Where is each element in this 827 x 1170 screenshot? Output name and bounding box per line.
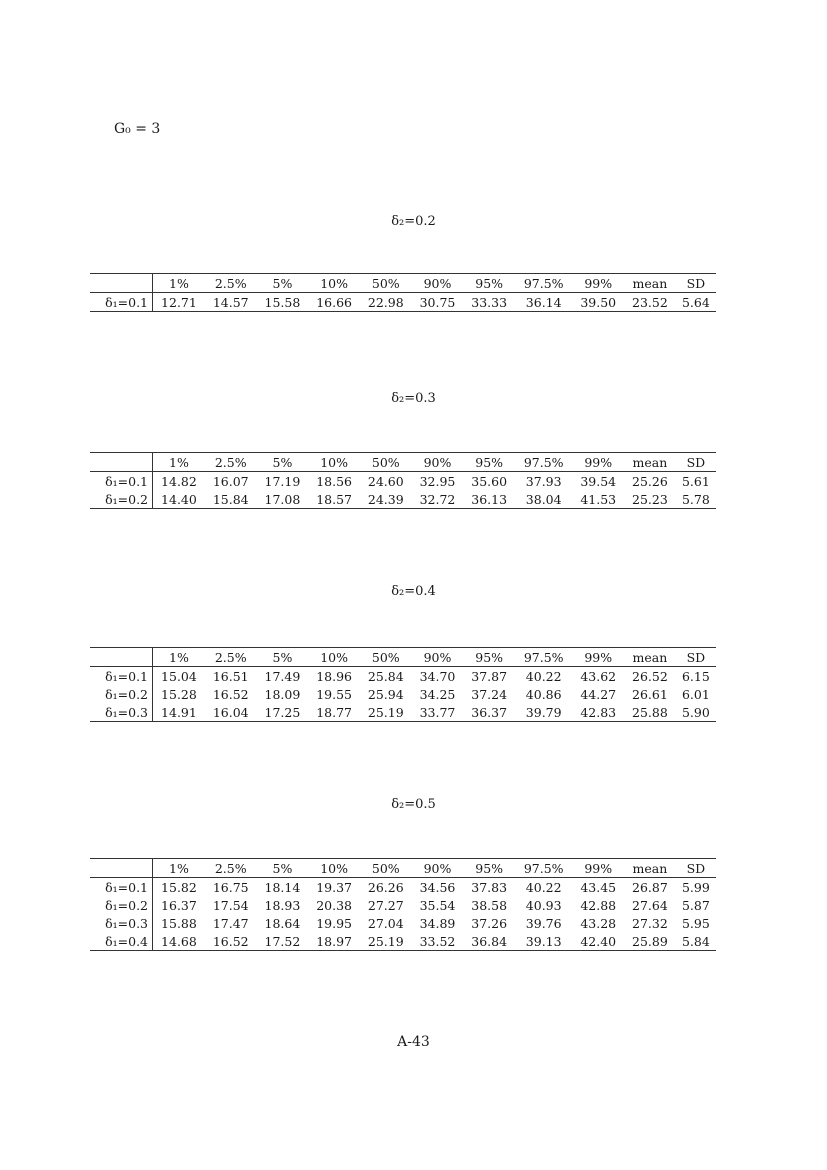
row-label: δ₁=0.2 [90, 896, 153, 914]
table-cell: 38.04 [525, 491, 562, 507]
col-header: 5% [272, 275, 293, 291]
table-cell: 5.64 [681, 294, 710, 310]
table-cell: 39.79 [525, 704, 562, 720]
table-cell: 6.01 [681, 686, 710, 702]
table-cell: 32.95 [419, 473, 456, 489]
table-cell: 5.95 [681, 915, 710, 931]
table-cell: 36.84 [471, 933, 508, 949]
col-header: 90% [423, 275, 452, 291]
col-header: 95% [475, 275, 504, 291]
col-header: 99% [584, 275, 613, 291]
table-cell: 5.78 [681, 491, 710, 507]
row-label: δ₁=0.1 [90, 667, 153, 686]
header-label: G₀ = 3 [114, 121, 161, 137]
table-cell: 40.22 [525, 879, 562, 895]
table-row [90, 703, 716, 722]
table-cell: 23.52 [632, 294, 668, 310]
table-cell: 17.08 [264, 491, 301, 507]
table-row [90, 490, 716, 509]
table-cell: 26.87 [632, 879, 668, 895]
col-header: 1% [169, 454, 189, 470]
col-header: 5% [272, 649, 293, 665]
table-row [90, 878, 716, 897]
block-title-d2-0.5: δ₂=0.5 [391, 797, 436, 812]
corner-cell [90, 648, 153, 667]
table-cell: 15.28 [161, 686, 197, 702]
table-cell: 16.51 [212, 668, 249, 684]
table-cell: 35.60 [471, 473, 508, 489]
table-cell: 15.88 [161, 915, 197, 931]
table-cell: 36.14 [525, 294, 562, 310]
col-header: SD [686, 860, 706, 876]
table-cell: 32.72 [419, 491, 456, 507]
table-cell: 34.89 [419, 915, 456, 931]
col-header: mean [632, 454, 668, 470]
table-cell: 43.62 [580, 668, 617, 684]
table-cell: 16.52 [212, 933, 249, 949]
table-cell: 17.49 [264, 668, 301, 684]
table-cell: 33.33 [471, 294, 508, 310]
col-header: 95% [475, 454, 504, 470]
table-cell: 25.26 [632, 473, 668, 489]
col-header: 10% [320, 275, 349, 291]
table-cell: 15.82 [161, 879, 197, 895]
table-cell: 42.88 [580, 897, 617, 913]
table-cell: 5.99 [681, 879, 710, 895]
col-header: 99% [584, 860, 613, 876]
col-header: 97.5% [523, 860, 564, 876]
table-cell: 25.23 [632, 491, 668, 507]
col-header: 5% [272, 454, 293, 470]
table-cell: 42.83 [580, 704, 617, 720]
table-cell: 40.86 [525, 686, 562, 702]
table-cell: 17.52 [264, 933, 301, 949]
col-header: 50% [371, 454, 400, 470]
col-header: 50% [371, 860, 400, 876]
table-cell: 14.91 [161, 704, 197, 720]
table-cell: 43.28 [580, 915, 617, 931]
table-cell: 18.09 [264, 686, 301, 702]
table-cell: 37.26 [471, 915, 508, 931]
table-cell: 18.56 [316, 473, 353, 489]
col-header: 95% [475, 860, 504, 876]
table-cell: 5.90 [681, 704, 710, 720]
table-cell: 27.27 [367, 897, 404, 913]
table-cell: 17.47 [212, 915, 249, 931]
col-header: 97.5% [523, 275, 564, 291]
col-header: SD [686, 275, 706, 291]
table-cell: 39.13 [525, 933, 562, 949]
table-cell: 26.52 [632, 668, 668, 684]
table-cell: 15.58 [264, 294, 301, 310]
table-cell: 39.54 [580, 473, 617, 489]
table-cell: 26.26 [367, 879, 404, 895]
table-cell: 39.50 [580, 294, 617, 310]
table-cell: 19.37 [316, 879, 353, 895]
table-cell: 16.04 [212, 704, 249, 720]
row-label: δ₁=0.1 [90, 878, 153, 897]
table-cell: 34.56 [419, 879, 456, 895]
table-cell: 39.76 [525, 915, 562, 931]
table-row [90, 896, 716, 914]
col-header: 1% [169, 860, 189, 876]
table-cell: 6.15 [681, 668, 710, 684]
corner-cell [90, 859, 153, 878]
table-cell: 19.55 [316, 686, 353, 702]
table-row [90, 293, 716, 312]
table-row [90, 472, 716, 491]
table-cell: 16.37 [161, 897, 197, 913]
col-header: 2.5% [214, 649, 247, 665]
table-cell: 36.37 [471, 704, 508, 720]
col-header: 90% [423, 860, 452, 876]
table-cell: 19.95 [316, 915, 353, 931]
col-header: 2.5% [214, 275, 247, 291]
row-label: δ₁=0.3 [90, 703, 153, 722]
col-header: SD [686, 454, 706, 470]
table-cell: 42.40 [580, 933, 617, 949]
table-header-row [90, 648, 716, 667]
col-header: 2.5% [214, 860, 247, 876]
table-cell: 34.25 [419, 686, 456, 702]
table-cell: 18.93 [264, 897, 301, 913]
table-row [90, 932, 716, 951]
quantile-table-d2-0.5 [90, 858, 716, 951]
table-header-row [90, 859, 716, 878]
table-cell: 25.19 [367, 704, 404, 720]
table-cell: 25.84 [367, 668, 404, 684]
table-cell: 14.40 [161, 491, 197, 507]
block-title-d2-0.3: δ₂=0.3 [391, 391, 436, 406]
table-cell: 15.84 [212, 491, 249, 507]
table-row [90, 667, 716, 686]
table-cell: 18.77 [316, 704, 353, 720]
table-cell: 38.58 [471, 897, 508, 913]
table-cell: 5.87 [681, 897, 710, 913]
table-cell: 43.45 [580, 879, 617, 895]
table-cell: 35.54 [419, 897, 456, 913]
table-cell: 16.75 [212, 879, 249, 895]
table-cell: 16.66 [316, 294, 353, 310]
col-header: SD [686, 649, 706, 665]
table-cell: 27.04 [367, 915, 404, 931]
table-cell: 26.61 [632, 686, 668, 702]
quantile-table-d2-0.4 [90, 647, 716, 722]
table-cell: 14.57 [212, 294, 249, 310]
table-cell: 5.61 [681, 473, 710, 489]
col-header: mean [632, 649, 668, 665]
col-header: 10% [320, 860, 349, 876]
col-header: 5% [272, 860, 293, 876]
table-cell: 33.52 [419, 933, 456, 949]
table-cell: 37.83 [471, 879, 508, 895]
table-cell: 25.94 [367, 686, 404, 702]
table-cell: 25.19 [367, 933, 404, 949]
col-header: 99% [584, 649, 613, 665]
quantile-table-d2-0.2 [90, 273, 716, 312]
row-label: δ₁=0.1 [90, 293, 153, 312]
col-header: 90% [423, 649, 452, 665]
col-header: mean [632, 275, 668, 291]
col-header: 2.5% [214, 454, 247, 470]
table-cell: 30.75 [419, 294, 456, 310]
col-header: mean [632, 860, 668, 876]
table-cell: 20.38 [316, 897, 353, 913]
table-header-row [90, 274, 716, 293]
col-header: 1% [169, 649, 189, 665]
col-header: 10% [320, 649, 349, 665]
table-cell: 18.14 [264, 879, 301, 895]
table-cell: 37.24 [471, 686, 508, 702]
table-cell: 18.57 [316, 491, 353, 507]
table-cell: 41.53 [580, 491, 617, 507]
table-cell: 5.84 [681, 933, 710, 949]
row-label: δ₁=0.4 [90, 932, 153, 951]
table-cell: 18.97 [316, 933, 353, 949]
block-title-d2-0.2: δ₂=0.2 [391, 214, 436, 229]
col-header: 50% [371, 649, 400, 665]
table-cell: 27.64 [632, 897, 668, 913]
table-row [90, 685, 716, 703]
table-cell: 25.88 [632, 704, 668, 720]
table-cell: 16.07 [212, 473, 249, 489]
table-cell: 17.19 [264, 473, 301, 489]
block-title-d2-0.4: δ₂=0.4 [391, 584, 436, 599]
page-number: A-43 [397, 1034, 430, 1050]
table-cell: 22.98 [367, 294, 404, 310]
corner-cell [90, 453, 153, 472]
row-label: δ₁=0.3 [90, 914, 153, 932]
table-cell: 37.93 [525, 473, 562, 489]
col-header: 1% [169, 275, 189, 291]
corner-cell [90, 274, 153, 293]
table-cell: 40.22 [525, 668, 562, 684]
col-header: 97.5% [523, 649, 564, 665]
table-cell: 27.32 [632, 915, 668, 931]
table-cell: 25.89 [632, 933, 668, 949]
col-header: 50% [371, 275, 400, 291]
table-cell: 40.93 [525, 897, 562, 913]
table-cell: 36.13 [471, 491, 508, 507]
table-cell: 44.27 [580, 686, 617, 702]
quantile-table-d2-0.3 [90, 452, 716, 509]
table-row [90, 914, 716, 932]
table-cell: 14.68 [161, 933, 197, 949]
table-cell: 16.52 [212, 686, 249, 702]
table-header-row [90, 453, 716, 472]
col-header: 97.5% [523, 454, 564, 470]
table-cell: 24.60 [367, 473, 404, 489]
row-label: δ₁=0.2 [90, 490, 153, 509]
table-cell: 33.77 [419, 704, 456, 720]
table-cell: 34.70 [419, 668, 456, 684]
row-label: δ₁=0.1 [90, 472, 153, 491]
row-label: δ₁=0.2 [90, 685, 153, 703]
table-cell: 15.04 [161, 668, 197, 684]
col-header: 99% [584, 454, 613, 470]
table-cell: 17.54 [212, 897, 249, 913]
table-cell: 14.82 [161, 473, 197, 489]
col-header: 95% [475, 649, 504, 665]
table-cell: 18.64 [264, 915, 301, 931]
col-header: 90% [423, 454, 452, 470]
table-cell: 17.25 [264, 704, 301, 720]
table-cell: 37.87 [471, 668, 508, 684]
table-cell: 24.39 [367, 491, 404, 507]
table-cell: 12.71 [161, 294, 197, 310]
table-cell: 18.96 [316, 668, 353, 684]
col-header: 10% [320, 454, 349, 470]
